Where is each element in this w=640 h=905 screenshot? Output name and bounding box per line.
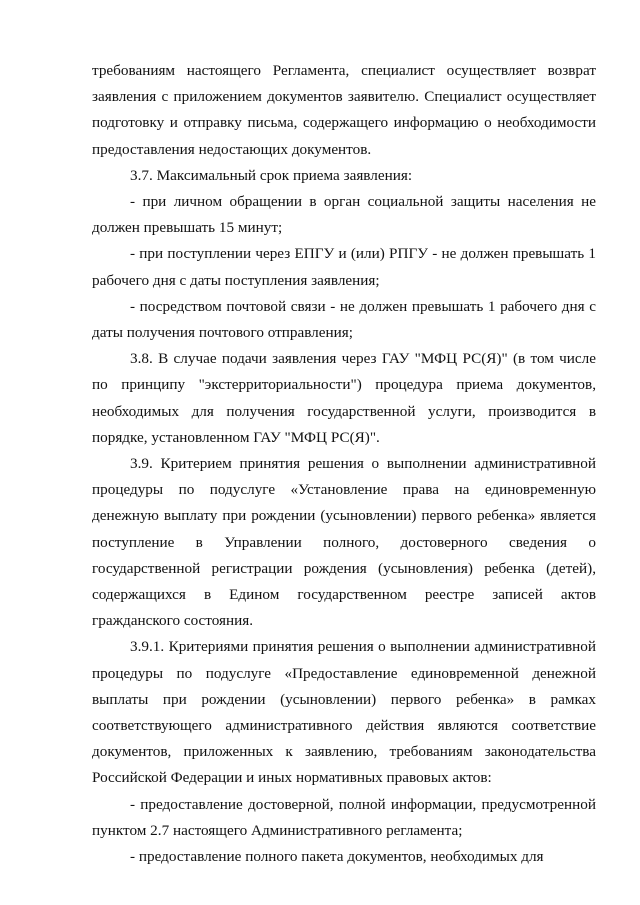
paragraph-reliable-info: - предоставление достоверной, полной информации, предусмотренной пунктом 2.7 настоящего Административного регламента; (92, 795, 596, 839)
paragraph-returned-application: требованиям настоящего Регламента, специалист осуществляет возврат заявления с приложением документов заявителю. Специалист осуществляет подготовку и отправку письма, содержащего информацию о необходимости предоставления недостающих документов. (92, 62, 596, 158)
paragraph-3-7-heading: 3.7. Максимальный срок приема заявления: (130, 166, 413, 184)
paragraph-personal-visit-term: - при личном обращении в орган социальной защиты населения не должен превышать 15 минут; (92, 193, 596, 237)
paragraph-3-9-1-criteria: 3.9.1. Критериями принятия решения о выполнении административной процедуры по подуслуге «Предоставление единовременной денежной выплаты при рождении (усыновлении) первого ребенка» в рамках соответствующего административного действия являются соответствие документов, приложенных к заявлению, требованиям законодательства Российской Федерации и иных нормативных правовых актов: (92, 638, 596, 787)
paragraph-3-8-mfc: 3.8. В случае подачи заявления через ГАУ "МФЦ РС(Я)" (в том числе по принципу "экстерриториальности") процедура приема документов, необходимых для получения государственной услуги, производится в порядке, установленном ГАУ "МФЦ РС(Я)". (92, 350, 596, 446)
paragraph-full-package: - предоставление полного пакета документов, необходимых для (130, 848, 544, 866)
paragraph-epgu-rpgu-term: - при поступлении через ЕПГУ и (или) РПГУ - не должен превышать 1 рабочего дня с даты поступления заявления; (92, 245, 596, 289)
paragraph-3-9-criterion: 3.9. Критерием принятия решения о выполнении административной процедуры по подуслуге «Установление права на единовременную денежную выплату при рождении (усыновлении) первого ребенка» является поступление в Управлении полного, достоверного сведения о государственной регистрации рождения (усыновления) ребенка (детей), содержащихся в Едином государственном реестре записей актов гражданского состояния. (92, 455, 596, 630)
document-page (92, 58, 596, 870)
paragraph-postal-term: - посредством почтовой связи - не должен превышать 1 рабочего дня с даты получения почтового отправления; (92, 297, 596, 342)
